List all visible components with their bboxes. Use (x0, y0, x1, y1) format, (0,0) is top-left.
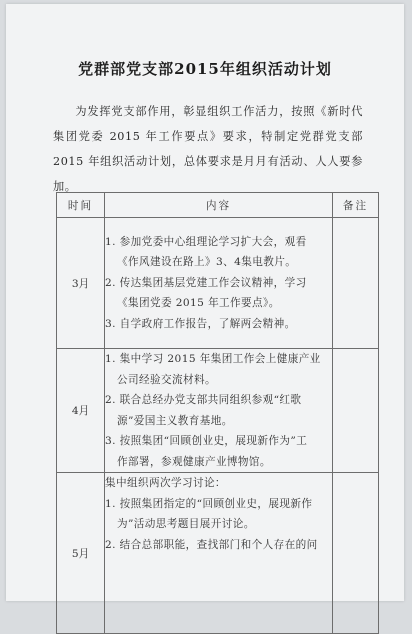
content-line: 源”爱国主义教育基地。 (117, 414, 233, 427)
row-content-april (105, 349, 333, 473)
row-month-march: 3月 (57, 218, 105, 349)
row-month-may: 5月 (57, 473, 105, 634)
table-row (57, 349, 379, 473)
row-remark-may (333, 473, 379, 634)
intro-paragraph: 为发挥党支部作用，彰显组织工作活力，按照《新时代集团党委 2015 年工作要点》要求，特制定党群党支部 2015 年组织活动计划，总体要求是月月有活动、人人要参加。 (53, 105, 363, 193)
content-line: 《作风建设在路上》3、4集电教片。 (117, 256, 297, 269)
content-line: 3. 自学政府工作报告，了解两会精神。 (105, 317, 296, 330)
content-line: 2. 联合总经办党支部共同组织参观“红歌 (105, 394, 302, 406)
row-month-april: 4月 (57, 349, 105, 473)
content-line: 为”活动思考题目展开讨论。 (117, 518, 255, 530)
content-line: 2. 结合总部职能，查找部门和个人存在的问 (105, 538, 318, 551)
content-line: 2. 传达集团基层党建工作会议精神，学习 (105, 276, 307, 289)
content-line: 集中组织两次学习讨论： (105, 477, 226, 489)
header-time: 时间 (57, 193, 105, 218)
header-remark: 备注 (333, 193, 379, 218)
row-remark-april (333, 349, 379, 473)
row-remark-march (333, 218, 379, 349)
document-title: 党群部党支部2015年组织活动计划 (78, 60, 332, 78)
content-line: 1. 参加党委中心组理论学习扩大会，观看 (105, 235, 307, 248)
table-row (57, 218, 379, 349)
activity-plan-table (56, 192, 379, 634)
content-line: 1. 集中学习 2015 年集团工作会上健康产业 (105, 353, 321, 365)
document-page (6, 4, 404, 601)
content-line: 公司经验交流材料。 (117, 373, 216, 386)
content-line: 1. 按照集团指定的“回顾创业史，展现新作 (105, 497, 313, 510)
header-content: 内容 (105, 193, 333, 218)
table-header-row (57, 193, 379, 218)
row-content-may (105, 473, 333, 634)
row-content-march (105, 218, 333, 349)
content-line: 作部署，参观健康产业博物馆。 (117, 455, 271, 468)
table-row (57, 473, 379, 634)
content-line: 3. 按照集团“回顾创业史，展现新作为”工 (105, 435, 308, 447)
content-line: 《集团党委 2015 年工作要点》。 (117, 297, 280, 310)
